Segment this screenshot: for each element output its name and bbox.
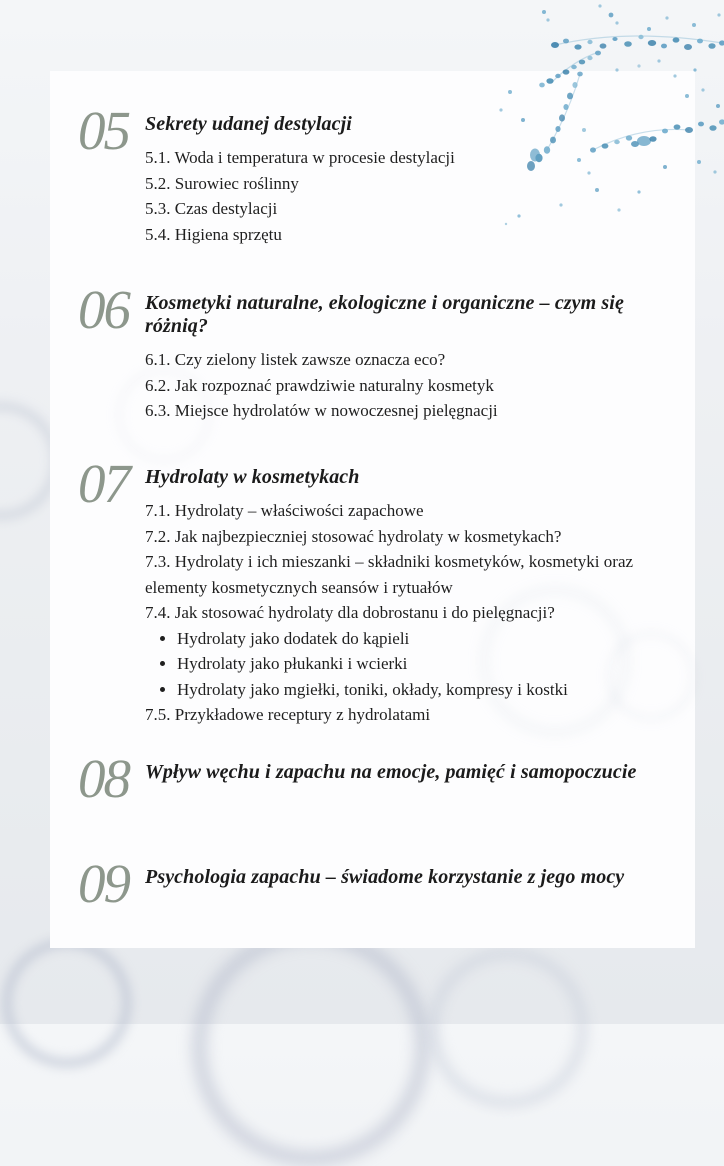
toc-section-07 <box>78 453 667 728</box>
section-number: 08 <box>78 748 129 809</box>
bubble-ring <box>2 938 132 1068</box>
toc-item-bullet: Hydrolaty jako dodatek do kąpieli <box>145 626 667 652</box>
toc-section-08 <box>78 748 667 809</box>
section-number: 05 <box>78 100 129 161</box>
toc-item: 5.3. Czas destylacji <box>145 199 278 218</box>
section-title: Psychologia zapachu – świadome korzystanie z jego mocy <box>145 866 625 888</box>
toc-section-05 <box>78 100 667 247</box>
toc-item: 5.4. Higiena sprzętu <box>145 224 282 244</box>
section-title: Sekrety udanej destylacji <box>145 113 352 135</box>
toc-item: 6.2. Jak rozpoznać prawdziwie naturalny kosmetyk <box>145 375 494 395</box>
toc-item-bullet: Hydrolaty jako płukanki i wcierki <box>145 651 667 677</box>
toc-item: 7.4. Jak stosować hydrolaty dla dobrostanu i do pielęgnacji? <box>145 603 555 622</box>
content-panel <box>50 71 695 948</box>
section-items <box>145 145 667 247</box>
bubble-ring <box>428 948 588 1108</box>
toc-item: 7.5. Przykładowe receptury z hydrolatami <box>145 705 431 724</box>
section-items <box>145 347 667 424</box>
toc-item: 5.2. Surowiec roślinny <box>145 173 299 193</box>
section-number: 09 <box>78 853 129 914</box>
toc-item: 7.1. Hydrolaty – właściwości zapachowe <box>145 501 424 520</box>
toc-item: 7.2. Jak najbezpieczniej stosować hydrolaty w kosmetykach? <box>145 526 562 546</box>
toc-item: 6.1. Czy zielony listek zawsze oznacza eco? <box>145 350 446 369</box>
toc-item: 7.3. Hydrolaty i ich mieszanki – składniki kosmetyków, kosmetyki oraz elementy kosmetycznych seansów i rytuałów <box>145 552 634 597</box>
section-title: Hydrolaty w kosmetykach <box>145 466 360 488</box>
section-items <box>145 498 667 728</box>
toc-section-09 <box>78 853 667 914</box>
toc-item: 6.3. Miejsce hydrolatów w nowoczesnej pielęgnacji <box>145 401 498 420</box>
section-title: Wpływ węchu i zapachu na emocje, pamięć i samopoczucie <box>145 761 637 783</box>
bubble-ring <box>192 928 430 1166</box>
toc-section-06 <box>78 279 667 424</box>
section-title: Kosmetyki naturalne, ekologiczne i organiczne – czym się różnią? <box>145 292 624 337</box>
toc-item: 5.1. Woda i temperatura w procesie destylacji <box>145 148 455 167</box>
section-number: 06 <box>78 279 129 340</box>
section-number: 07 <box>78 453 129 514</box>
toc-item-bullet: Hydrolaty jako mgiełki, toniki, okłady, kompresy i kostki <box>145 677 667 703</box>
